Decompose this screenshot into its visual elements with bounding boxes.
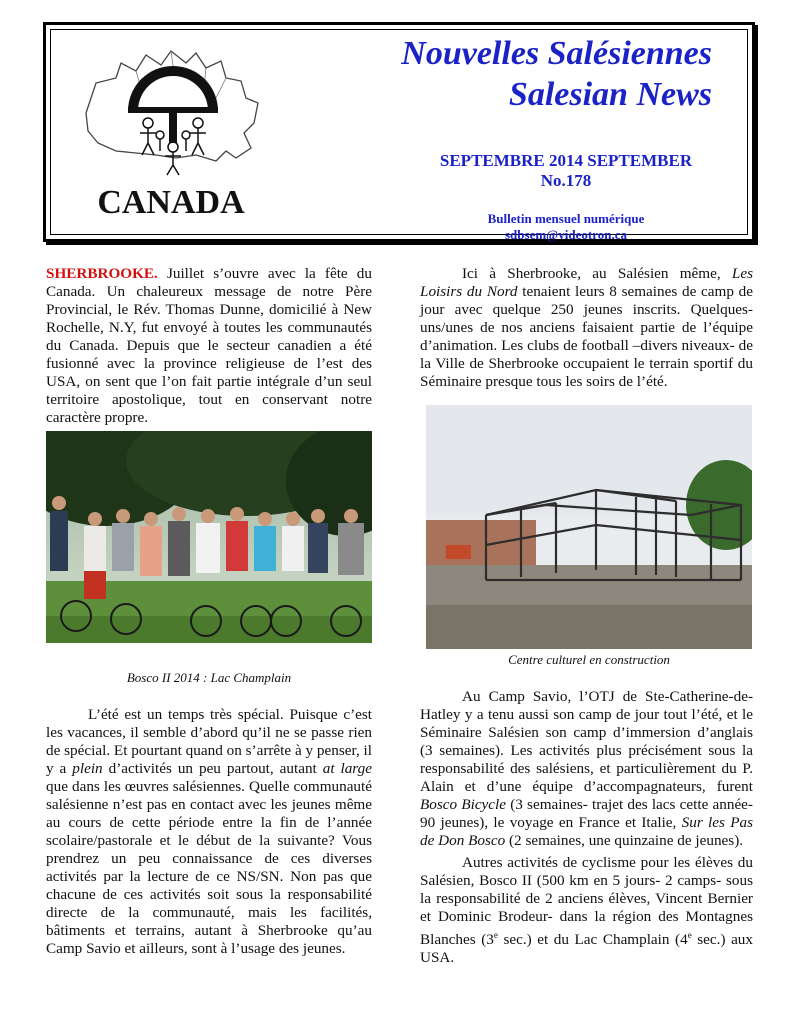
paragraph-sherbrooke (46, 265, 372, 427)
paragraph-camp-savio (420, 688, 753, 850)
paragraph-text: tenaient leurs 8 semaines de camp de jour avec quelque 250 jeunes inscrits. Quelques-uns/unes de nos anciens faisaient partie de l’équipe d’animation. Les clubs de football –divers niveaux- de la Ville de Sherbrooke occupaient le terrain sportif du Séminaire presque tous les soirs de l’été. (420, 283, 753, 390)
emphasis-sur-les-pas: Sur les Pas de Don Bosco (420, 814, 753, 849)
paragraph-text: Au Camp Savio, l’OTJ de Ste-Catherine-de-Hatley y a tenu aussi son camp de jour tout l’été, et le Séminaire Salésien son camp d’immersion d’anglais (3 semaines). Les activités plus précisément sous la responsabilité des salésiens, et particulièrement du P. Alain et d’une équipe d’accompagnateurs, furent (420, 688, 753, 795)
photo-bosco-group (46, 431, 372, 643)
paragraph-text: sec.) aux USA. (420, 931, 753, 967)
svg-text:CANADA: CANADA (97, 184, 245, 221)
photo-construction (426, 405, 752, 649)
paragraph-text: Autres activités de cyclisme pour les élèves du Salésien, Bosco II (500 km en 5 jours- 2 camps- sous la responsabilité de 2 anciens élèves, Vincent Bernier et Dominic Brodeur- dans la région des Montagnes Blanches (3 (420, 854, 753, 949)
paragraph-text: Juillet s’ouvre avec la fête du Canada. Un chaleureux message de notre Père Provincial, le Rév. Thomas Dunne, domicilié à New Rochelle, N.Y, fut envoyé à toutes les communautés du Canada. Depuis que le secteur canadien a été fusionné avec la province religieuse de l’est des USA, on sent que l’on fait partie intégrale d’un seul territoire apostolique, tout en conservant notre caractère propre. (46, 265, 372, 426)
salesian-canada-logo (76, 43, 266, 228)
masthead (43, 22, 755, 242)
left-column-summer (46, 706, 372, 958)
emphasis-bosco-bicycle: Bosco Bicycle (420, 796, 506, 813)
left-column-intro (46, 265, 372, 427)
paragraph-text: sec.) et du Lac Champlain (4 (497, 931, 688, 949)
paragraph-summer (46, 706, 372, 958)
superscript: e (493, 930, 498, 940)
construction-photo-image (426, 405, 752, 649)
canada-map-logo-icon (76, 43, 266, 228)
paragraph-text: Ici à Sherbrooke, au Salésien même, (462, 265, 732, 282)
paragraph-loisirs (420, 265, 753, 391)
group-photo-image (46, 431, 372, 643)
paragraph-cycling (420, 854, 753, 967)
paragraph-text: que dans les œuvres salésiennes. Quelle communauté salésienne n’est pas en contact avec les jeunes même au cours de cette période entre la fin de l’année scolaire/pastorale et le début de la suivante? Vous prendrez un peu connaissance de ces diverses activités par la lecture de ce NS/SN. Non pas que chacune de ces activités soit sous la responsabilité directe de la communauté, mais les facilités, bâtiments et terrains, autant à Sherbrooke qu’au Camp Savio et ailleurs, sont à l’usage des jeunes. (46, 778, 372, 957)
right-column-intro (420, 265, 753, 391)
issue-number: No.178 (540, 171, 592, 190)
bulletin-subtitle: Bulletin mensuel numérique (487, 211, 645, 226)
section-lead-sherbrooke: SHERBROOKE. (46, 265, 158, 282)
paragraph-text: d’activités un peu partout, autant (102, 760, 323, 777)
emphasis-plein: plein (72, 760, 103, 777)
paragraph-text: L’été est un temps très spécial. Puisque c’est les vacances, il semble d’abord qu’il ne se passe rien de spécial. Et pourtant quand on s’arrête à y penser, il y a (46, 706, 372, 777)
superscript: e (687, 930, 692, 940)
newsletter-title-french: Nouvelles Salésiennes (401, 35, 712, 72)
emphasis-loisirs-du-nord: Les Loisirs du Nord (420, 265, 753, 300)
emphasis-at-large: at large (322, 760, 372, 777)
contact-email: sdbsem@videotron.ca (505, 227, 627, 242)
paragraph-text: (3 semaines- trajet des lacs cette année- 90 jeunes), le voyage en France et Italie, (420, 796, 753, 831)
paragraph-text: (2 semaines, une quinzaine de jeunes). (505, 832, 744, 849)
caption-bosco: Bosco II 2014 : Lac Champlain (126, 670, 292, 685)
caption-construction: Centre culturel en construction (508, 652, 670, 667)
newsletter-title-english: Salesian News (508, 76, 712, 113)
right-column-activities (420, 688, 753, 967)
issue-date: SEPTEMBRE 2014 SEPTEMBER (439, 151, 693, 170)
